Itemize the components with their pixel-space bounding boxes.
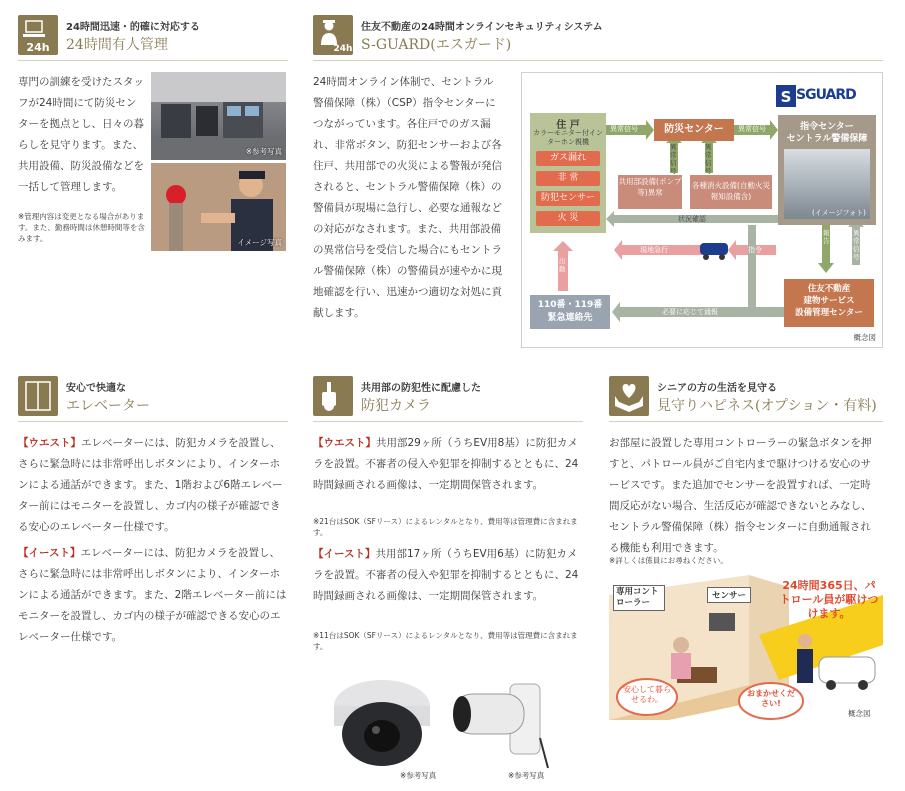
home-sub: カラーモニター付インターホン親機 — [533, 129, 603, 146]
happiness-body: お部屋に設置した専用コントローラーの緊急ボタンを押すと、パトロール員がご自宅内まで駆けつける安心のサービスです。また追加でセンサーを設置すれば、一定時間反応がない場合、生活反応が確認できないとみなし、セントラル警備保障（株）指令センターに自動通報される機能も利用できます。 — [609, 437, 872, 554]
mgmt-subtitle: 24時間迅速・的確に対応する — [66, 22, 200, 33]
mgmt-rule — [18, 60, 288, 61]
elevator-west-text: エレベーターには、防犯カメラを設置し、さらに緊急時には非常呼出しボタンにより、インターホンによる通話ができます。また、1階および6階エレベーター前にはモニターを設置し、カゴ内の様子が確認できる安心のエレベーター仕様です。 — [18, 437, 283, 533]
label-abnormal-5: 異常信号 — [853, 229, 860, 261]
kaku-box: 各種消火設備(自動火災報知設備含) — [690, 175, 772, 209]
svg-text:24h: 24h — [26, 41, 50, 54]
happiness-rule — [609, 421, 883, 422]
dome-camera-caption: ※参考写真 — [400, 771, 437, 780]
security-camera-icon — [313, 376, 353, 416]
camera-west — [313, 433, 583, 496]
control-room-photo — [151, 72, 286, 160]
bubble-leave-it: おまかせください! — [747, 689, 795, 708]
emergency-box: 110番・119番 緊急連絡先 — [530, 295, 610, 329]
elevator-west-tag: 【ウエスト】 — [18, 437, 81, 449]
label-abnormal-1: 異常信号 — [610, 125, 638, 133]
label-notify: 必要に応じて通報 — [662, 308, 718, 316]
sensor-label: センサー — [707, 587, 751, 603]
diagram-caption: 概念図 — [853, 333, 876, 342]
camera-west-text: 共用部29ヶ所（うちEV用8基）に防犯カメラを設置。不審者の侵入や犯罪を抑制するとともに、24時間録画される画像は、一定期間保管されます。 — [313, 437, 579, 491]
happiness-illustration — [609, 575, 883, 720]
gas-leak-pill: ガス漏れ — [536, 151, 600, 166]
sguard-rule — [313, 60, 883, 61]
sensor-pill: 防犯センサー — [536, 191, 600, 206]
label-status-check: 状況確認 — [678, 215, 706, 223]
camera-west-note: ※21台はSOK（SFリース）によるレンタルとなり、費用等は管理費に含まれます。 — [313, 517, 578, 537]
sumitomo-box: 住友不動産 建物サービス 設備管理センター — [784, 279, 874, 327]
elevator-east — [18, 543, 288, 648]
sguard-body: 24時間オンライン体制で、セントラル警備保障（株）（CSP）指令センターにつながっています。各住戸でのガス漏れ、非常ボタン、防犯センサーおよび各住戸、共用部での火災による警報が発信されると、セントラル警備保障（株）の警備員が現場に急行し、必要な通報などの対応がなされます。また、共用部設備の異常信号を受信した場合にもセントラル警備保障（株）の警備員が速やかに現地確認を行い、迅速かつ適切な対処に貢献します。 — [313, 76, 502, 319]
mgmt-body: 専門の訓練を受けたスタッフが24時間にて防災センターを拠点とし、日々の暮らしを見守ります。また、共用設備、防災設備などを一括して管理します。 — [18, 76, 144, 193]
camera-subtitle: 共用部の防犯性に配慮した — [361, 383, 481, 394]
elevator-west — [18, 433, 288, 538]
happiness-subtitle: シニアの方の生活を見守る — [657, 383, 777, 394]
elevator-subtitle: 安心で快適な — [66, 383, 126, 394]
heart-hands-icon — [609, 376, 649, 416]
elevator-icon — [18, 376, 58, 416]
shirei-label: 指令センター セントラル警備保障 — [786, 122, 868, 144]
label-command: 指令 — [748, 246, 762, 254]
home-title: 住 戸 — [556, 120, 580, 131]
guard-24h-icon — [313, 15, 353, 55]
sguard-logo-text: SGUARD — [796, 87, 856, 103]
dome-camera-photo — [330, 676, 430, 771]
label-abnormal-4: 異常信号 — [705, 143, 712, 175]
label-dispatch: 出動 — [559, 257, 566, 273]
shirei-photo-caption: (イメージフォト) — [812, 209, 866, 217]
fire-pill: 火 災 — [536, 211, 600, 226]
elevator-east-text: エレベーターには、防犯カメラを設置し、さらに緊急時には非常呼出しボタンにより、インターホンによる通話ができます。また、2階エレベーター前にはモニターを設置し、カゴ内の様子が確認できる安心のエレベーター仕様です。 — [18, 547, 287, 643]
svg-text:24h: 24h — [333, 44, 353, 54]
bullet-camera-photo — [448, 678, 558, 770]
happiness-headline: 24時間365日、パトロール員が駆けつけます。 — [779, 579, 879, 620]
elevator-title: エレベーター — [66, 398, 150, 414]
happiness-note: ※詳しくは係員にお尋ねください。 — [609, 556, 728, 565]
label-abnormal-2: 異常信号 — [738, 125, 766, 133]
emergency-pill: 非 常 — [536, 171, 600, 186]
sguard-title: S-GUARD(エスガード) — [361, 37, 512, 53]
camera-rule — [313, 421, 583, 422]
bullet-camera-caption: ※参考写真 — [508, 771, 545, 780]
camera-east-tag: 【イースト】 — [313, 548, 376, 560]
sguard-subtitle: 住友不動産の24時間オンラインセキュリティシステム — [361, 22, 603, 33]
camera-west-tag: 【ウエスト】 — [313, 437, 376, 449]
happiness-caption: 概念図 — [848, 709, 871, 718]
guard-photo — [151, 163, 286, 251]
bubble-relief: 安心して暮らせるわ。 — [623, 685, 671, 704]
elevator-east-tag: 【イースト】 — [18, 547, 81, 559]
svg-text:S: S — [780, 88, 792, 106]
camera-east — [313, 544, 583, 607]
elevator-rule — [18, 421, 288, 422]
label-report: 報告 — [823, 229, 830, 245]
camera-title: 防犯カメラ — [361, 398, 431, 414]
label-abnormal-3: 異常信号 — [670, 143, 677, 175]
happiness-title: 見守りハピネス(オプション・有料) — [657, 398, 877, 414]
control-room-caption: ※参考写真 — [245, 147, 282, 156]
controller-label: 専用コントローラー — [613, 585, 665, 611]
sguard-diagram — [521, 72, 883, 348]
mgmt-title: 24時間有人管理 — [66, 37, 168, 53]
24h-manager-icon — [18, 15, 58, 55]
label-rush: 現地急行 — [640, 246, 668, 254]
kyoyo-box: 共用部設備(ポンプ等)異常 — [618, 175, 682, 209]
bousai-box: 防災センター — [654, 119, 734, 141]
mgmt-note: ※管理内容は変更となる場合があります。また、勤務時間は休憩時間等を含みます。 — [18, 212, 145, 243]
guard-caption: イメージ写真 — [237, 238, 282, 247]
camera-east-note: ※11台はSOK（SFリース）によるレンタルとなり、費用等は管理費に含まれます。 — [313, 631, 578, 651]
camera-east-text: 共用部17ヶ所（うちEV用6基）に防犯カメラを設置。不審者の侵入や犯罪を抑制するとともに、24時間録画される画像は、一定期間保管されます。 — [313, 548, 579, 602]
